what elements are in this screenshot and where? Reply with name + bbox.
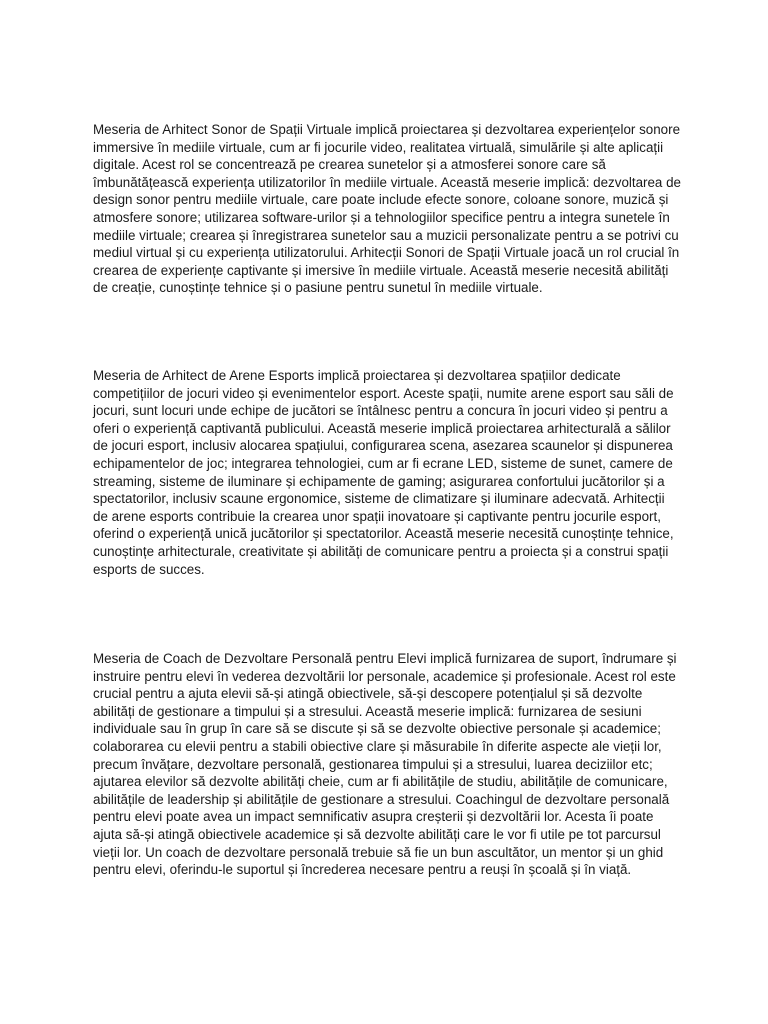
paragraph-sound-architect: Meseria de Arhitect Sonor de Spații Virtuale implică proiectarea și dezvoltarea experiențelor sonore immersive în mediile virtuale, cum ar fi jocurile video, realitatea virtuală, simulările și alte aplicații digitale. Acest rol se concentrează pe crearea sunetelor și a atmosferei sonore care să îmbunătățească experiența utilizatorilor în mediile virtuale. Această meserie implică: dezvoltarea de design sonor pentru mediile virtuale, care poate include efecte sonore, coloane sonore, muzică și atmosfere sonore; utilizarea software-urilor și a tehnologiilor specifice pentru a integra sunetele în mediile virtuale; crearea și înregistrarea sunetelor sau a muzicii personalizate pentru a se potrivi cu mediul virtual și cu experiența utilizatorului. Arhitecții Sonori de Spații Virtuale joacă un rol crucial în crearea de experiențe captivante și imersive în mediile virtuale. Această meserie necesită abilități de creație, cunoștințe tehnice și o pasiune pentru sunetul în mediile virtuale. xyxy=(93,122,681,296)
paragraph-personal-development-coach: Meseria de Coach de Dezvoltare Personală pentru Elevi implică furnizarea de suport, îndrumare și instruire pentru elevi în vederea dezvoltării lor personale, academice și profesionale. Acest rol este crucial pentru a ajuta elevii să-și atingă obiectivele, să-și descopere potențialul și să dezvolte abilități de gestionare a timpului și a stresului. Această meserie implică: furnizarea de sesiuni individuale sau în grup în care să se discute și să se dezvolte obiective personale și academice; colaborarea cu elevii pentru a stabili obiective clare și măsurabile în diferite aspecte ale vieții lor, precum învățare, dezvoltare personală, gestionarea timpului și a stresului, luarea deciziilor etc; ajutarea elevilor să dezvolte abilități cheie, cum ar fi abilitățile de studiu, abilitățile de comunicare, abilitățile de leadership și abilitățile de gestionare a stresului. Coachingul de dezvoltare personală pentru elevi poate avea un impact semnificativ asupra creșterii și dezvoltării lor. Acesta îi poate ajuta să-și atingă obiectivele academice și să dezvolte abilități care le vor fi utile pe tot parcursul vieții lor. Un coach de dezvoltare personală trebuie să fie un bun ascultător, un mentor și un ghid pentru elevi, oferindu-le suportul și încrederea necesare pentru a reuși în școală și în viață. xyxy=(93,651,677,878)
paragraph-esports-arena-architect: Meseria de Arhitect de Arene Esports implică proiectarea și dezvoltarea spațiilor dedicate competițiilor de jocuri video și evenimentelor esport. Aceste spații, numite arene esport sau săli de jocuri, sunt locuri unde echipe de jucători se întâlnesc pentru a concura în jocuri video și pentru a oferi o experiență captivantă publicului. Această meserie implică proiectarea arhitecturală a sălilor de jocuri esport, inclusiv alocarea spațiului, configurarea scena, asezarea scaunelor și dispunerea echipamentelor de joc; integrarea tehnologiei, cum ar fi ecrane LED, sisteme de sunet, camere de streaming, sisteme de iluminare și echipamente de gaming; asigurarea confortului jucătorilor și a spectatorilor, inclusiv scaune ergonomice, sisteme de climatizare și iluminare adecvată. Arhitecții de arene esports contribuie la crearea unor spații inovatoare și captivante pentru jocurile esport, oferind o experiență unică jucătorilor și spectatorilor. Această meserie necesită cunoștințe tehnice, cunoștințe arhitecturale, creativitate și abilități de comunicare pentru a proiecta și a construi spații esports de succes. xyxy=(93,368,674,577)
